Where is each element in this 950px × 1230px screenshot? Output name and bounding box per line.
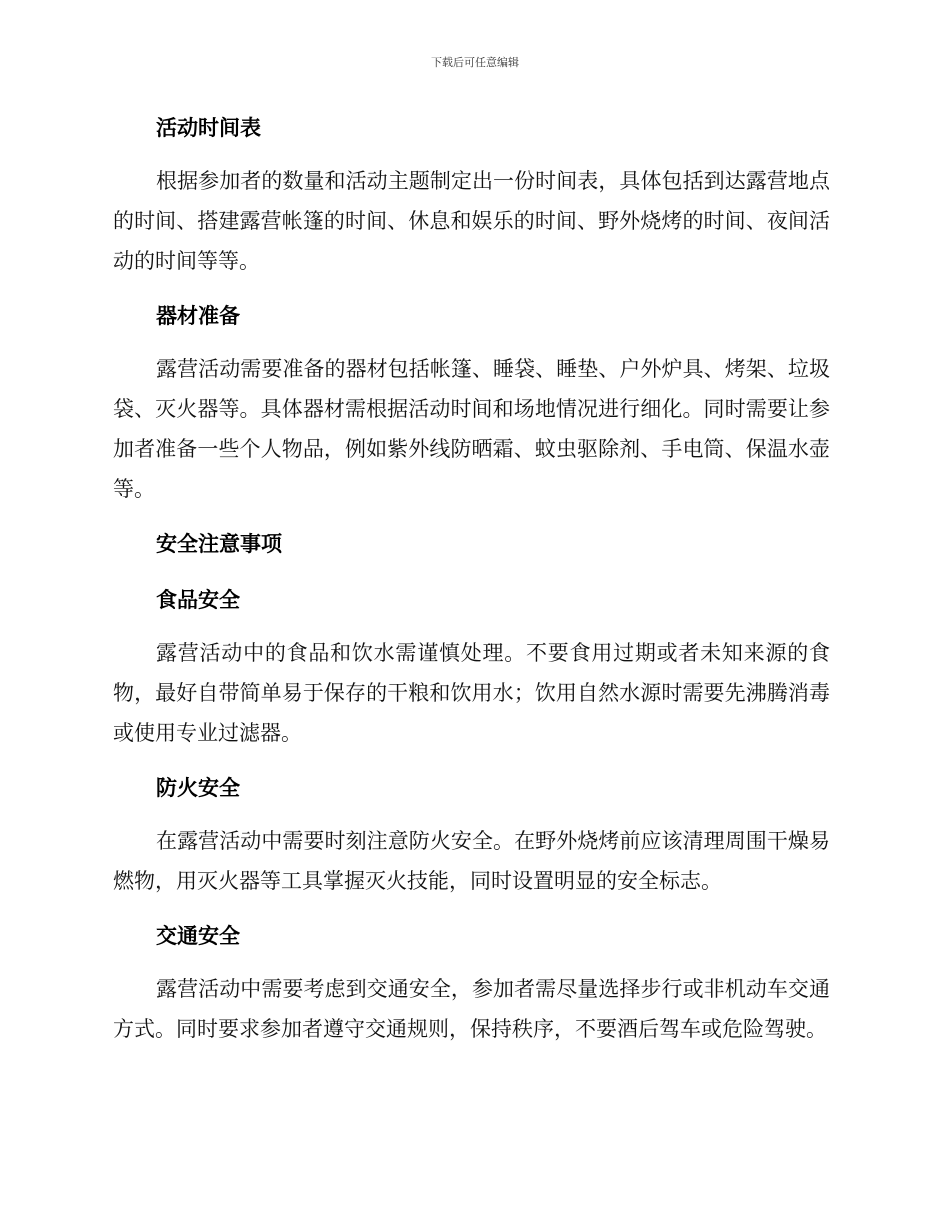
- page-header: 下载后可任意编辑: [431, 56, 519, 69]
- document-body: [113, 108, 830, 1064]
- paragraph-fire-safety: 在露营活动中需要时刻注意防火安全。在野外烧烤前应该清理周围干燥易燃物，用灭火器等工具掌握灭火技能，同时设置明显的安全标志。: [113, 829, 830, 893]
- section-heading-safety: 安全注意事项: [156, 532, 282, 556]
- section-heading-food-safety: 食品安全: [156, 588, 240, 612]
- paragraph-equipment: 露营活动需要准备的器材包括帐篷、睡袋、睡垫、户外炉具、烤架、垃圾袋、灭火器等。具体器材需根据活动时间和场地情况进行细化。同时需要让参加者准备一些个人物品，例如紫外线防晒霜、蚊虫驱除剂、手电筒、保温水壶等。: [113, 357, 830, 501]
- paragraph-food-safety: 露营活动中的食品和饮水需谨慎处理。不要食用过期或者未知来源的食物，最好自带简单易于保存的干粮和饮用水；饮用自然水源时需要先沸腾消毒或使用专业过滤器。: [113, 641, 830, 745]
- paragraph-schedule: 根据参加者的数量和活动主题制定出一份时间表，具体包括到达露营地点的时间、搭建露营帐篷的时间、休息和娱乐的时间、野外烧烤的时间、夜间活动的时间等等。: [113, 169, 830, 273]
- section-heading-equipment: 器材准备: [156, 304, 240, 328]
- section-heading-traffic-safety: 交通安全: [156, 924, 240, 948]
- paragraph-traffic-safety: 露营活动中需要考虑到交通安全，参加者需尽量选择步行或非机动车交通方式。同时要求参加者遵守交通规则，保持秩序，不要酒后驾车或危险驾驶。: [113, 977, 830, 1041]
- section-heading-schedule: 活动时间表: [156, 116, 261, 140]
- section-heading-fire-safety: 防火安全: [156, 776, 240, 800]
